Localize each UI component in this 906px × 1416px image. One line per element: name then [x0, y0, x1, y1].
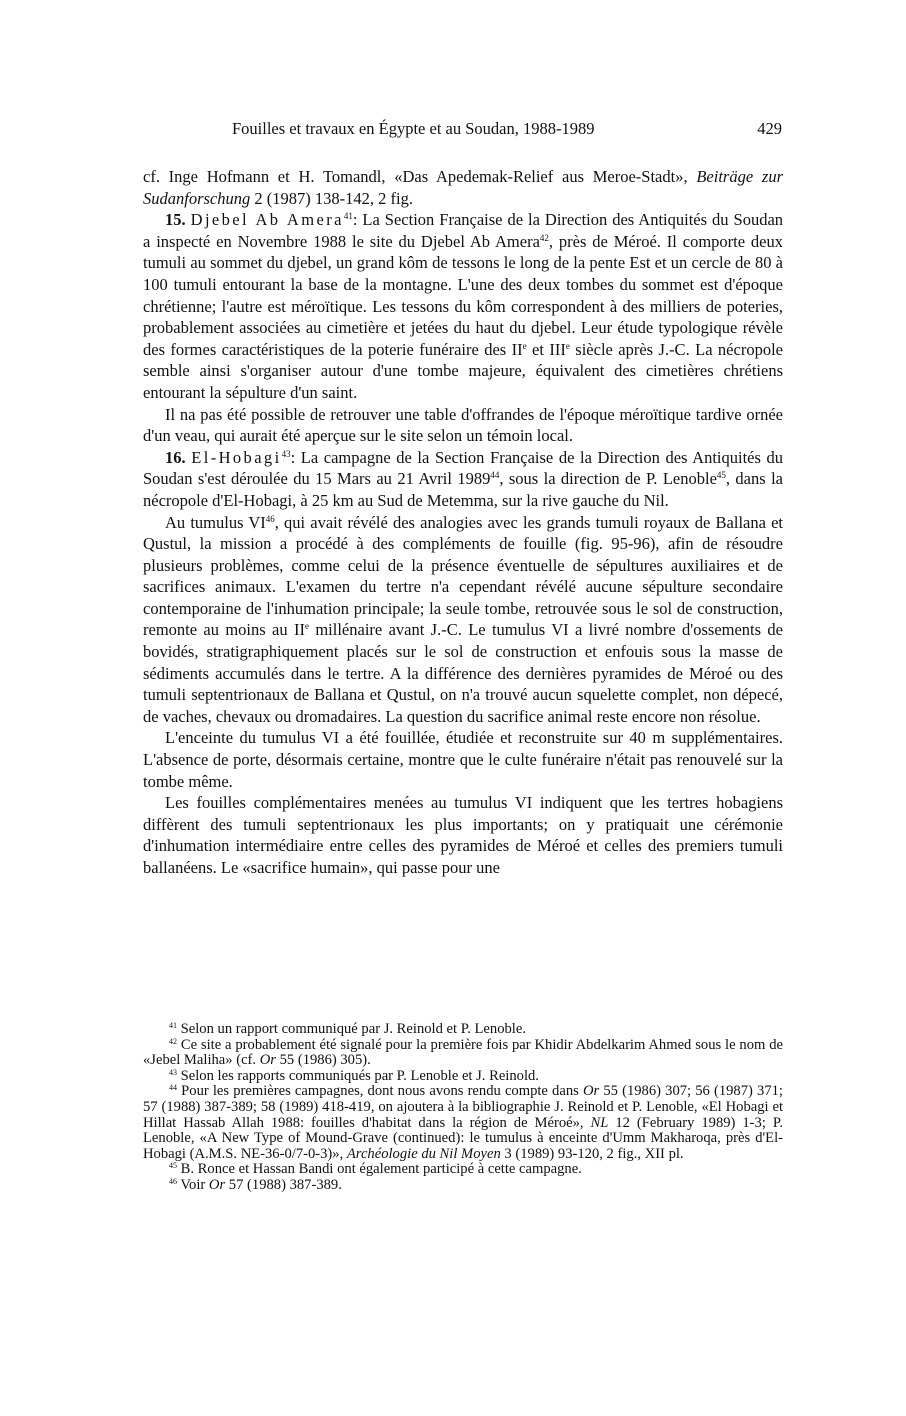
superscript: e — [304, 621, 309, 632]
site-name: El-Hobagi — [191, 447, 282, 467]
text-run: 2 (1987) 138-142, 2 fig. — [250, 188, 413, 208]
footnote-text: Ce site a probablement été signalé pour la première fois par Khidir Abdelkarim Ahmed sous le nom de «Jebel Maliha» (cf. — [143, 1036, 783, 1069]
text-run: siècle après J.-C. La nécropole semble ainsi s'organiser autour d'une tombe majeure, équivalent des cimetières chrétiens entourant la sépulture d'un saint. — [143, 339, 783, 402]
journal-title: Beiträge zur Sudanforschung — [143, 167, 783, 208]
journal-abbrev: NL — [590, 1114, 609, 1131]
footnote-number: 41 — [169, 1021, 177, 1030]
footnote-43 — [143, 1069, 783, 1085]
site-name: Djebel Ab Amera — [190, 210, 344, 230]
footnote-text: 3 (1989) 93-120, 2 fig., XII pl. — [500, 1145, 684, 1162]
footnotes — [143, 1022, 783, 1194]
footnote-number: 44 — [169, 1083, 177, 1093]
footnote-text: Voir — [180, 1176, 209, 1193]
text-run: millénaire avant J.-C. Le tumulus VI a livré nombre d'ossements de bovidés, stratigraphiquement placés sur le sol de construction et enfouis sous la masse de sédiments accumulés dans le tertre. A la différence des dernières pyramides de Méroé ou des tumuli septentrionaux de Ballana et Qustul, on n'a trouvé aucun squelette complet, non dépecé, de vaches, chevaux ou dromadaires. La question du sacrifice animal reste encore non résolue. — [143, 620, 783, 726]
journal-abbrev: Or — [208, 1176, 226, 1193]
footnote-text: 55 (1986) 305). — [275, 1052, 371, 1069]
footnote-42 — [143, 1038, 783, 1069]
text-run: , qui avait révélé des analogies avec les grands tumuli royaux de Ballana et Qustul, la mission a procédé à des compléments de fouille (fig. 95-96), afin de résoudre plusieurs problèmes, comme celui de la présence éventuelle de sépultures auxiliaires et de sacrifices animaux. L'examen du tertre n'a cependant révélé aucune sépulture secondaire contemporaine de l'inhumation principale; la seule tombe, retrouvée sous le sol de construction, remonte au moins au II — [143, 512, 783, 640]
superscript: e — [522, 340, 527, 351]
footnote-text: 55 (1986) 307; 56 (1987) 371; 57 (1988) 387-389; 58 (1989) 418-419, on ajoutera à la bibliographie J. Reinold et P. Lenoble, «El Hobagi et Hillat Hassab Allah 1988: fouilles d'habitat dans la région de Méroé», — [143, 1083, 783, 1131]
footnote-ref[interactable]: 43 — [281, 448, 291, 459]
footnote-text: Pour les premières campagnes, dont nous avons rendu compte dans — [181, 1083, 583, 1100]
paragraph — [143, 512, 783, 728]
footnote-ref[interactable]: 41 — [343, 211, 353, 222]
text-run: Au tumulus VI — [165, 512, 266, 532]
paragraph: L'enceinte du tumulus VI a été fouillée, étudiée et reconstruite sur 40 m supplémentaires. L'absence de porte, désormais certaine, montre que le culte funéraire n'était pas renouvelé sur la tombe même. — [143, 728, 783, 791]
journal-title: Archéologie du Nil Moyen — [346, 1145, 501, 1162]
footnote-46 — [143, 1178, 783, 1194]
section-16-paragraph — [143, 447, 783, 512]
paragraph: Les fouilles complémentaires menées au tumulus VI indiquent que les tertres hobagiens diffèrent des tumuli septentrionaux les plus importants; on y pratiquait une cérémonie d'inhumation intermédiaire entre celles des pyramides de Méroé et celles des premiers tumuli ballanéens. Le «sacrifice humain», qui passe pour une — [143, 793, 783, 877]
running-header — [232, 119, 782, 141]
footnote-number: 45 — [169, 1161, 177, 1171]
journal-abbrev: Or — [259, 1052, 276, 1069]
text-run: : La Section Française de la Direction des Antiquités du Soudan a inspecté en Novembre 1988 le site du Djebel Ab Amera — [143, 210, 784, 251]
paragraph: Il na pas été possible de retrouver une table d'offrandes de l'époque méroïtique tardive ornée d'un veau, qui aurait été aperçue sur le site selon un témoin local. — [143, 404, 783, 446]
text-run: : La campagne de la Section Française de la Direction des Antiquités du Soudan s'est déroulée du 15 Mars au 21 Avril 1989 — [143, 447, 783, 489]
superscript: e — [565, 340, 570, 351]
journal-abbrev: Or — [582, 1083, 600, 1100]
footnote-number: 46 — [169, 1176, 177, 1186]
footnote-number: 42 — [169, 1036, 177, 1046]
footnote-ref[interactable]: 44 — [490, 470, 500, 481]
section-number: 16. — [165, 447, 186, 467]
footnote-ref[interactable]: 45 — [716, 470, 726, 481]
footnote-ref[interactable]: 42 — [539, 232, 549, 243]
main-text — [143, 166, 783, 879]
footnote-text: 57 (1988) 387-389. — [225, 1176, 342, 1193]
section-15-paragraph — [143, 209, 783, 403]
footnote-ref[interactable]: 46 — [265, 513, 275, 524]
footnote-text: Selon un rapport communiqué par J. Reinold et P. Lenoble. — [180, 1021, 526, 1037]
text-run: , dans la nécropole d'El-Hobagi, à 25 km au Sud de Metemma, sur la rive gauche du Nil. — [143, 469, 783, 510]
paragraph-continuation — [143, 166, 783, 209]
footnote-45 — [143, 1162, 783, 1178]
section-number: 15. — [165, 210, 186, 230]
text-run: , sous la direction de P. Lenoble — [499, 469, 717, 489]
footnote-number: 43 — [169, 1067, 177, 1077]
running-title: Fouilles et travaux en Égypte et au Soudan, 1988-1989 — [232, 119, 595, 138]
footnote-text: 12 (February 1989) 1-3; P. Lenoble, «A New Type of Mound-Grave (continued): le tumulus à enceinte d'Umm Makharoqa, près d'El-Hobagi (A.M.S. NE-36-0/7-0-3)», — [143, 1114, 783, 1162]
text-run: et III — [526, 339, 566, 359]
footnote-text: B. Ronce et Hassan Bandi ont également participé à cette campagne. — [180, 1161, 582, 1178]
text-run: , près de Méroé. Il comporte deux tumuli au sommet du djebel, un grand kôm de tessons le long de la pente Est et un cercle de 80 à 100 tumuli entourant la base de la montagne. L'une des deux tombes du sommet est d'époque chrétienne; l'autre est méroïtique. Les tessons du kôm correspondent à des milliers de poteries, probablement associées au cimetière et jetées du haut du djebel. Leur étude typologique révèle des formes caractéristiques de la poterie funéraire des II — [143, 231, 783, 359]
text-run: cf. Inge Hofmann et H. Tomandl, «Das Apedemak-Relief aus Meroe-Stadt», — [143, 167, 697, 186]
page-number: 429 — [757, 119, 782, 138]
footnote-44 — [143, 1084, 783, 1162]
footnote-text: Selon les rapports communiqués par P. Lenoble et J. Reinold. — [180, 1067, 539, 1084]
footnote-41 — [143, 1022, 783, 1038]
